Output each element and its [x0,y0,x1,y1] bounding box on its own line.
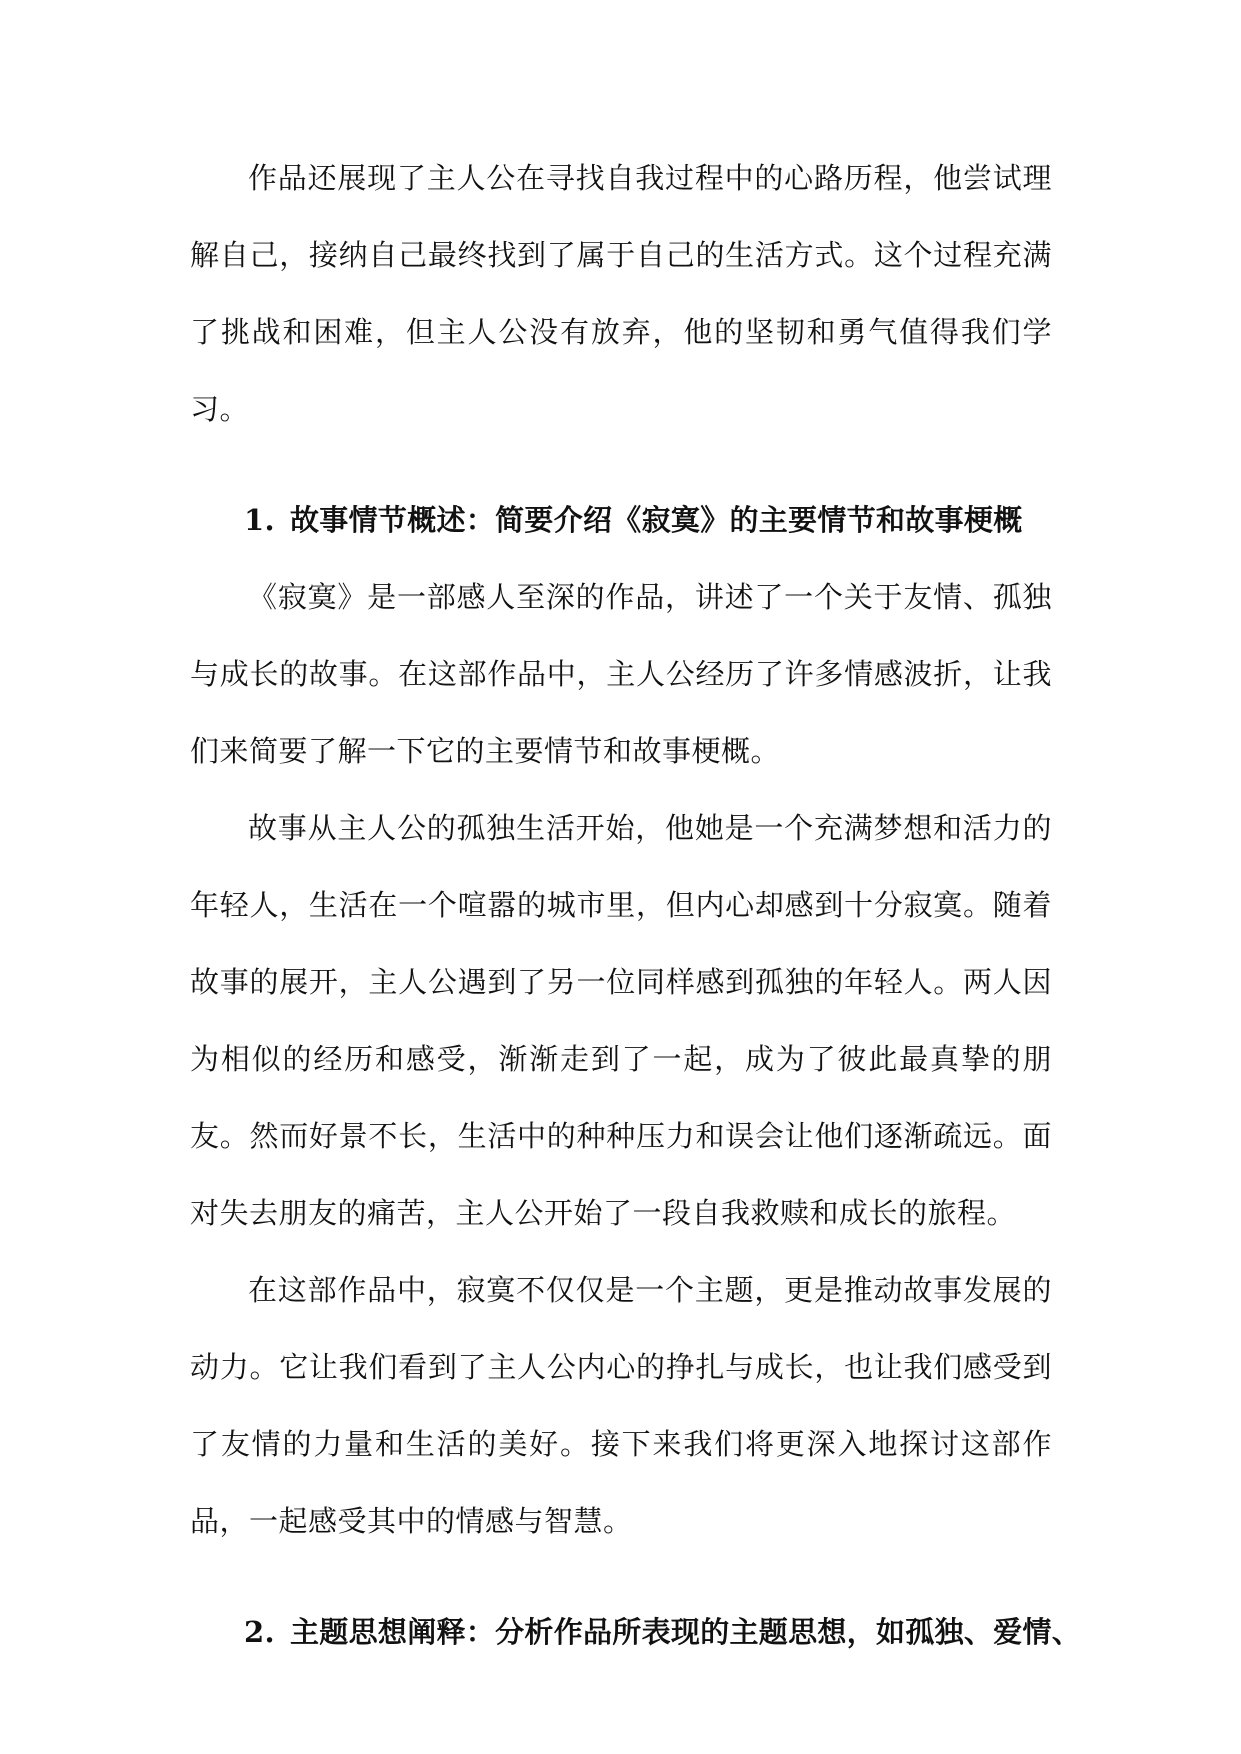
section-2-title: 主题思想阐释：分析作品所表现的主题思想，如孤独、爱情、 [290,1615,1082,1649]
document-body [190,140,1082,1671]
section-1-heading [190,482,1052,559]
intro-paragraph: 作品还展现了主人公在寻找自我过程中的心路历程，他尝试理解自己，接纳自己最终找到了属于自己的生活方式。这个过程充满了挑战和困难，但主人公没有放弃，他的坚韧和勇气值得我们学习。 [190,161,1052,426]
section-1-paragraph-3: 在这部作品中，寂寞不仅仅是一个主题，更是推动故事发展的动力。它让我们看到了主人公内心的挣扎与成长，也让我们感受到了友情的力量和生活的美好。接下来我们将更深入地探讨这部作品，一起感受其中的情感与智慧。 [190,1273,1052,1538]
section-2-heading [190,1594,1082,1671]
section-1-number: 1. [244,503,275,537]
section-1-title: 故事情节概述：简要介绍《寂寞》的主要情节和故事梗概 [290,503,1023,537]
spacer [190,448,1052,482]
section-2-number: 2. [244,1615,275,1649]
section-1-paragraph-1: 《寂寞》是一部感人至深的作品，讲述了一个关于友情、孤独与成长的故事。在这部作品中，主人公经历了许多情感波折，让我们来简要了解一下它的主要情节和故事梗概。 [190,580,1052,768]
section-1-paragraph-2: 故事从主人公的孤独生活开始，他她是一个充满梦想和活力的年轻人，生活在一个喧嚣的城市里，但内心却感到十分寂寞。随着故事的展开，主人公遇到了另一位同样感到孤独的年轻人。两人因为相似的经历和感受，渐渐走到了一起，成为了彼此最真挚的朋友。然而好景不长，生活中的种种压力和误会让他们逐渐疏远。面对失去朋友的痛苦，主人公开始了一段自我救赎和成长的旅程。 [190,811,1052,1230]
spacer [190,1560,1052,1594]
